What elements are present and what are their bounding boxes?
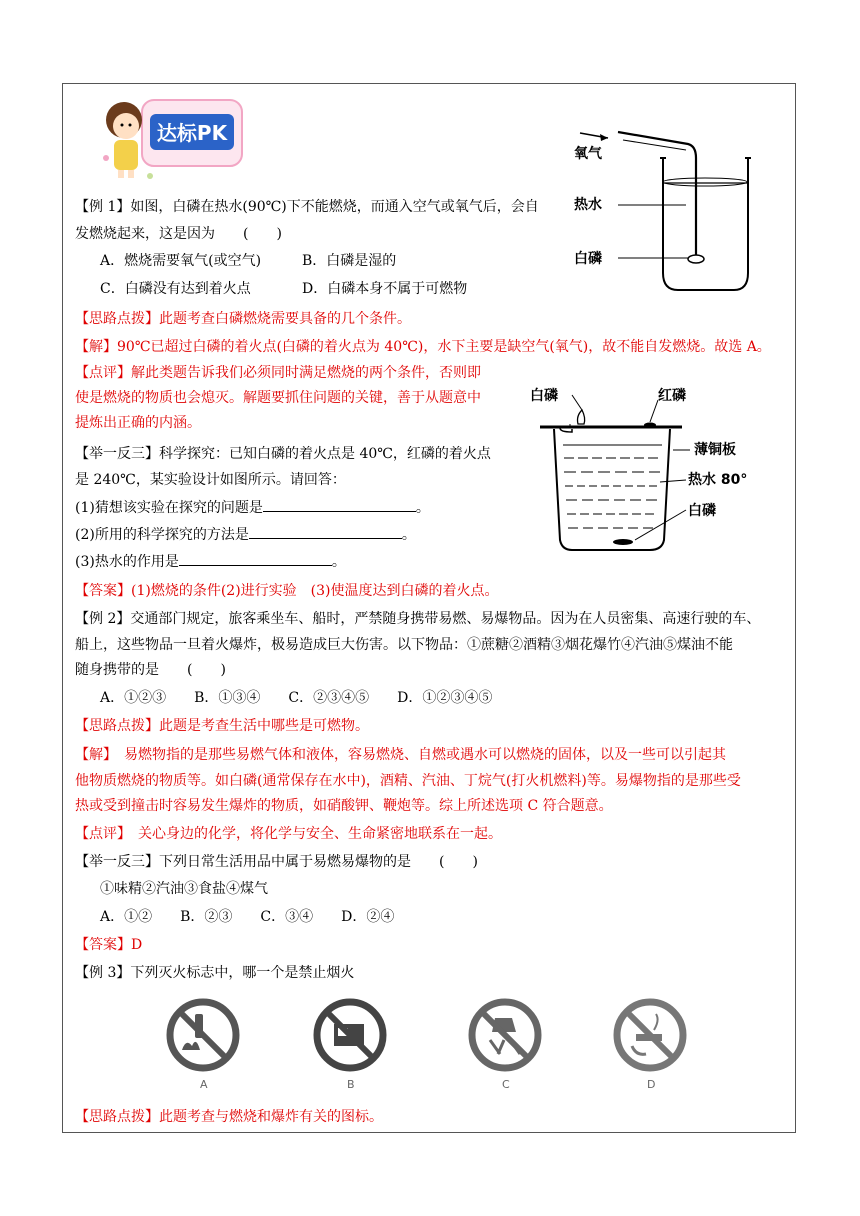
ex3-question: 【例 3】下列灭火标志中，哪一个是禁止烟火 — [75, 965, 355, 981]
figure-beaker-copper — [530, 380, 775, 555]
fig1-oxygen-label: 氧气 — [574, 146, 602, 162]
var1-q3-text: (3)热水的作用是 — [75, 554, 179, 570]
sign-b-icon — [317, 1002, 383, 1068]
var2-answer: 【答案】D — [75, 937, 143, 953]
var2-question: 【举一反三】下列日常生活用品中属于易燃易爆物的是 ( ) — [75, 854, 478, 870]
sign-a-icon — [170, 1002, 236, 1068]
fig1-hot-water-label: 热水 — [574, 197, 602, 213]
ex1-question-line2: 发燃烧起来，这是因为 ( ) — [75, 226, 282, 242]
ex2-solution-line3: 热或受到撞击时容易发生爆炸的物质，如硝酸钾、鞭炮等。综上所述选项 C 符合题意。 — [75, 798, 613, 814]
var1-q1 — [75, 497, 430, 518]
figure-beaker-oxygen — [568, 108, 768, 300]
fig2-white-p-top-label: 白磷 — [530, 388, 558, 404]
var1-q2-period: 。 — [401, 527, 416, 543]
ex2-question-line1: 【例 2】交通部门规定，旅客乘坐车、船时，严禁随身携带易燃、易爆物品。因为在人员密集、高速行驶的车、 — [75, 611, 761, 627]
ex1-option-b: B．白磷是湿的 — [302, 253, 397, 269]
var1-q2 — [75, 524, 416, 545]
fig2-white-p-bottom-label: 白磷 — [688, 503, 716, 519]
sign-a-label: A — [200, 1078, 208, 1091]
sign-d-icon — [617, 1002, 683, 1068]
ex2-question-line3: 随身携带的是 ( ) — [75, 662, 226, 678]
ex2-comment: 【点评】 关心身边的化学，将化学与安全、生命紧密地联系在一起。 — [75, 826, 502, 842]
ex2-solution-line1: 【解】 易燃物指的是那些易燃气体和液体，容易燃烧、自燃或遇水可以燃烧的固体，以及一些可以引起其 — [75, 747, 726, 763]
var1-q1-text: (1)猜想该实验在探究的问题是 — [75, 500, 263, 516]
fig1-white-p-label: 白磷 — [574, 251, 602, 267]
var1-q2-text: (2)所用的科学探究的方法是 — [75, 527, 249, 543]
var2-items: ①味精②汽油③食盐④煤气 — [100, 881, 268, 897]
fig2-hot-water-label: 热水 80° — [688, 472, 748, 488]
var1-q3 — [75, 551, 346, 572]
ex1-question-line1: 【例 1】如图，白磷在热水(90℃)下不能燃烧，而通入空气或氧气后，会自 — [75, 199, 539, 215]
var1-q3-period: 。 — [331, 554, 346, 570]
ex2-options: A．①②③ B．①③④ C．②③④⑤ D．①②③④⑤ — [100, 690, 493, 706]
ex1-option-d: D．白磷本身不属于可燃物 — [302, 281, 468, 297]
var1-q1-blank — [263, 497, 416, 512]
ex1-solution: 【解】90℃已超过白磷的着火点(白磷的着火点为 40℃)，水下主要是缺空气(氧气)，故不能自发燃烧。故选 A。 — [75, 339, 771, 355]
ex1-hint: 【思路点拨】此题考查白磷燃烧需要具备的几个条件。 — [75, 311, 411, 327]
var1-line2: 是 240℃，某实验设计如图所示。请回答： — [75, 472, 346, 488]
ex1-comment-line3: 提炼出正确的内涵。 — [75, 415, 201, 431]
var1-line1: 【举一反三】科学探究：已知白磷的着火点是 40℃，红磷的着火点 — [75, 446, 491, 462]
var2-options: A．①② B．②③ C．③④ D．②④ — [100, 909, 395, 925]
ex2-solution-line2: 他物质燃烧的物质等。如白磷(通常保存在水中)，酒精、汽油、丁烷气(打火机燃料)等。易爆物指的是那些受 — [75, 773, 741, 789]
fig2-red-p-label: 红磷 — [658, 388, 686, 404]
ex3-hint: 【思路点拨】此题考查与燃烧和爆炸有关的图标。 — [75, 1109, 383, 1125]
fire-signs — [160, 998, 720, 1096]
ex1-option-a: A．燃烧需要氧气(或空气) — [100, 253, 262, 269]
sign-c-label: C — [502, 1078, 510, 1091]
var1-q2-blank — [249, 524, 402, 539]
ex2-question-line2: 船上，这些物品一旦着火爆炸，极易造成巨大伤害。以下物品：①蔗糖②酒精③烟花爆竹④汽油⑤煤油不能 — [75, 637, 733, 653]
sign-d-label: D — [647, 1078, 656, 1091]
var1-q1-period: 。 — [415, 500, 430, 516]
ex2-hint: 【思路点拨】此题是考查生活中哪些是可燃物。 — [75, 718, 369, 734]
sign-c-icon — [472, 1002, 538, 1068]
fig2-copper-label: 薄铜板 — [694, 442, 736, 458]
sign-b-label: B — [347, 1078, 355, 1091]
ex1-comment-line1: 【点评】解此类题告诉我们必须同时满足燃烧的两个条件，否则即 — [75, 365, 481, 381]
badge-pk — [100, 92, 250, 184]
ex1-option-c: C．白磷没有达到着火点 — [100, 281, 251, 297]
var1-answer: 【答案】(1)燃烧的条件(2)进行实验 (3)使温度达到白磷的着火点。 — [75, 583, 499, 599]
ex1-comment-line2: 使是燃烧的物质也会熄灭。解题要抓住问题的关键，善于从题意中 — [75, 390, 481, 406]
badge-text: 达标PK — [156, 121, 228, 145]
var1-q3-blank — [179, 551, 332, 566]
